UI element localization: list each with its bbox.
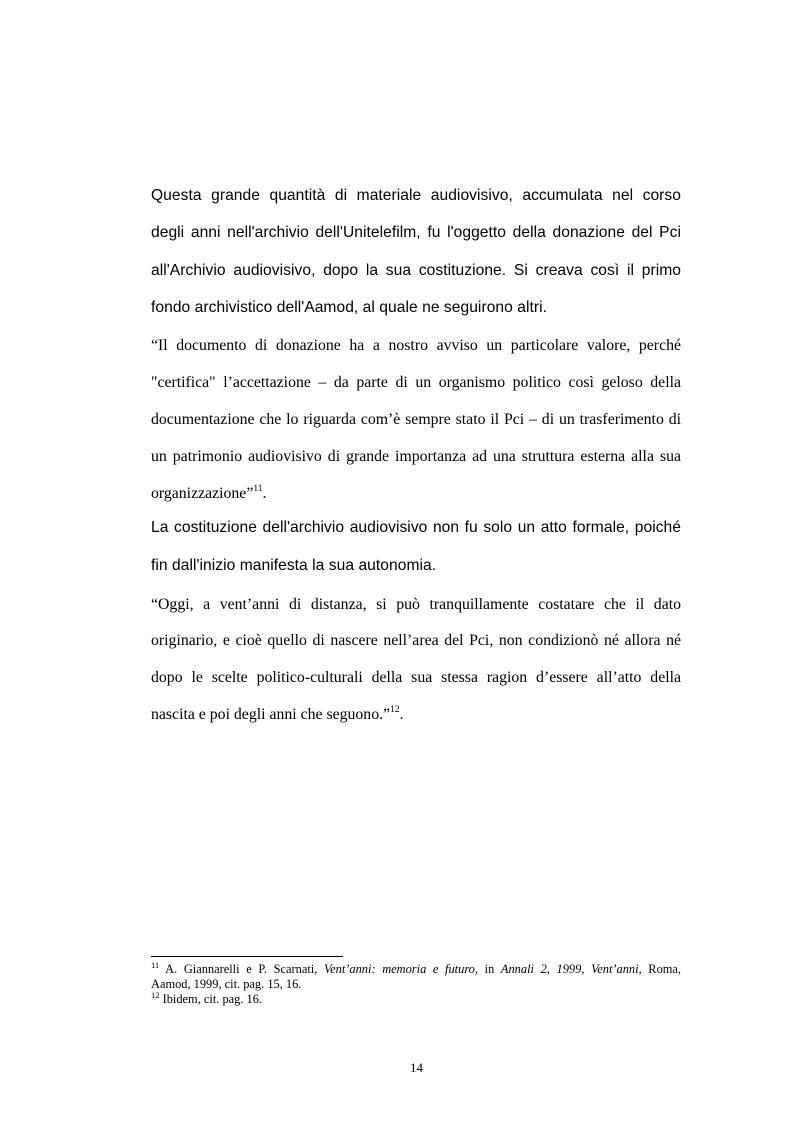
quote-2-line-4 — [151, 706, 681, 724]
quote-2-line-2: originario, e cioè quello di nascere nell’area del Pci, non condizionò né allora né — [151, 632, 681, 649]
footnote-11 — [151, 959, 681, 977]
paragraph-2-line-2: fin dall'inizio manifesta la sua autonomia. — [151, 557, 437, 574]
quote-1-line-1: “Il documento di donazione ha a nostro avviso un particolare valore, perché — [151, 337, 681, 354]
footnote-12 — [151, 989, 681, 1007]
quote-1-line-5 — [151, 485, 681, 503]
footnote-11-title: Vent’anni: memoria e futuro, — [323, 962, 478, 976]
footnote-11-rest: , Roma, — [638, 962, 681, 976]
quote-1-line-2: "certifica" l’accettazione – da parte di un organismo politico così geloso della — [151, 374, 681, 391]
quote-2-end: . — [399, 706, 404, 723]
footnote-12-text: Ibidem, cit. pag. 16. — [159, 992, 263, 1006]
quote-1-line-4: un patrimonio audiovisivo di grande importanza ad una struttura esterna alla sua — [151, 448, 681, 465]
quote-1-line-3: documentazione che lo riguarda com’è sempre stato il Pci – di un trasferimento di — [151, 411, 681, 428]
footnote-11-line-2: Aamod, 1999, cit. pag. 15, 16. — [151, 977, 302, 991]
quote-2-line-1: “Oggi, a vent’anni di distanza, si può tranquillamente costatare che il dato — [151, 596, 681, 613]
footnote-11-series: Annali 2, 1999, Vent’anni — [500, 962, 639, 976]
footnote-separator — [151, 956, 343, 957]
footnote-12-number: 12 — [151, 989, 160, 1000]
paragraph-1-line-2: degli anni nell'archivio dell'Unitelefilm, fu l'oggetto della donazione del Pci — [151, 224, 681, 241]
quote-2-last-text: nascita e poi degli anni che seguono.” — [151, 706, 391, 723]
footnote-11-in: in — [477, 962, 501, 976]
paragraph-2-line-1: La costituzione dell'archivio audiovisivo non fu solo un atto formale, poiché — [151, 519, 681, 536]
footnote-11-number: 11 — [151, 959, 160, 970]
quote-1-last-text: organizzazione” — [151, 485, 254, 502]
paragraph-1-line-4: fondo archivistico dell'Aamod, al quale ne seguirono altri. — [151, 299, 547, 316]
page-number: 14 — [410, 1060, 423, 1075]
paragraph-1-line-1: Questa grande quantità di materiale audiovisivo, accumulata nel corso — [151, 187, 681, 204]
footnote-11-authors: A. Giannarelli e P. Scarnati, — [159, 962, 324, 976]
quote-2-line-3: dopo le scelte politico-culturali della sua stessa ragion d’essere all’atto della — [151, 669, 681, 686]
footnote-ref-11: 11 — [253, 483, 263, 494]
footnote-ref-12: 12 — [390, 704, 400, 715]
paragraph-1-line-3: all'Archivio audiovisivo, dopo la sua costituzione. Si creava così il primo — [151, 262, 681, 279]
quote-1-end: . — [262, 485, 267, 502]
